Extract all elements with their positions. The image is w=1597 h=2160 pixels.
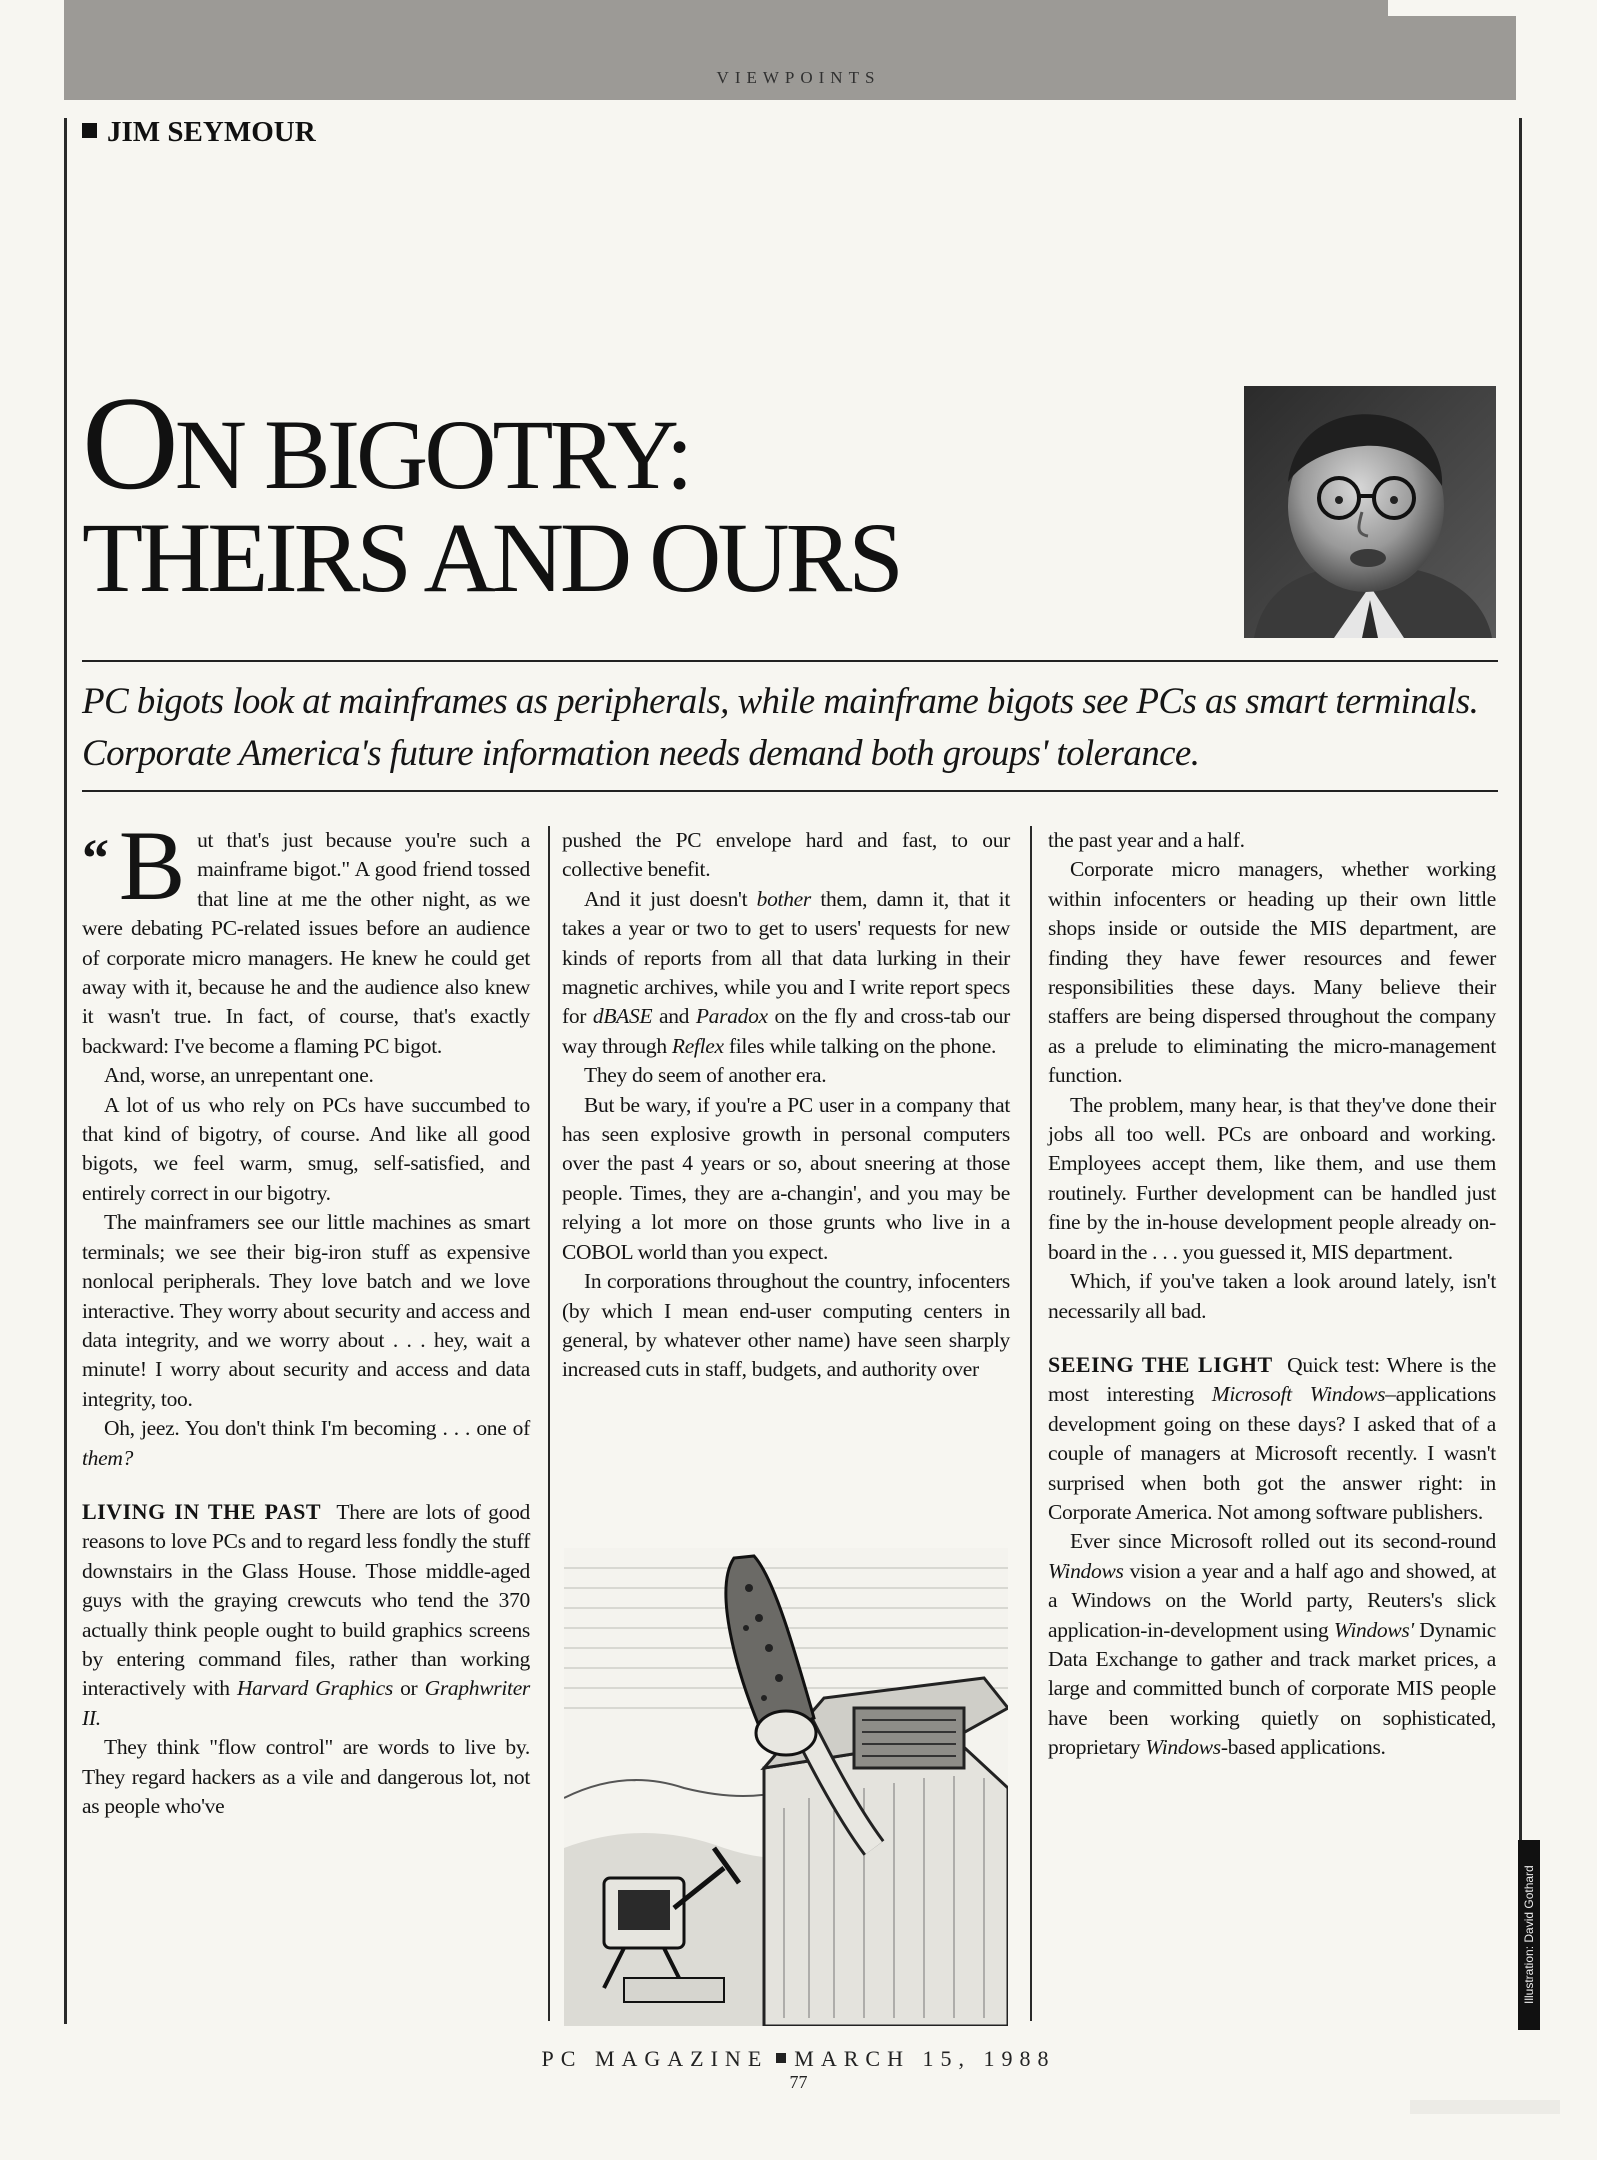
- drop-quote-mark: “: [82, 828, 109, 888]
- paragraph-text: There are lots of good reasons to love PCs and to regard less fondly the stuff downstairs in the Glass House. Those middle-aged guys with the graying crewcuts who tend the 370 actually think people ought to build graphics screens by entering command files, rather than working interactively with: [82, 1499, 530, 1701]
- paragraph: [82, 1497, 530, 1733]
- article-column-2: [562, 826, 1010, 1385]
- column-divider-1: [548, 826, 550, 2021]
- magazine-name: PC MAGAZINE: [541, 2046, 769, 2071]
- deck-bottom-rule: [82, 790, 1498, 792]
- drop-cap: B: [118, 810, 186, 921]
- subhead: SEEING THE LIGHT: [1048, 1351, 1273, 1377]
- illustration-credit: Illustration: David Gothard: [1518, 1840, 1540, 2030]
- italic-text: Windows: [1145, 1735, 1221, 1760]
- italic-text: them?: [82, 1445, 134, 1470]
- paragraph-text: –applications development going on these days? I asked that of a couple of managers at Microsoft recently. I wasn't surprised when both got the answer right: in Corporate America. Not among software publishers.: [1048, 1382, 1496, 1524]
- page-number: 77: [789, 2072, 808, 2092]
- article-deck: PC bigots look at mainframes as peripherals, while mainframe bigots see PCs as smart terminals. Corporate America's future information needs demand both groups' tolerance.: [82, 681, 1479, 774]
- paragraph: The problem, many hear, is that they've done their jobs all too well. PCs are onboard and working. Employees accept them, like them, and use them routinely. Further development can be handled just fine by the in-house development people already on-board in the . . . you guessed it, MIS department.: [1048, 1092, 1496, 1264]
- issue-date: MARCH 15, 1988: [794, 2046, 1056, 2071]
- paragraph-text: and: [658, 1004, 690, 1029]
- paragraph: The mainframers see our little machines as smart terminals; we see their big-iron stuff as expensive nonlocal peripherals. They love batch and we love interactive. They worry about security and access and data integrity, and we worry about . . . hey, wait a minute! I worry about security and access and data integrity, too.: [82, 1210, 530, 1411]
- bullet-square-icon: [82, 123, 97, 138]
- italic-text: Reflex: [671, 1033, 724, 1058]
- italic-text: Windows: [1048, 1558, 1124, 1583]
- header-band-notch: [1388, 0, 1516, 16]
- italic-text: Paradox: [695, 1004, 768, 1029]
- paragraph-text: -based applications.: [1220, 1735, 1386, 1760]
- italic-text: dBASE: [592, 1004, 653, 1029]
- paragraph: Corporate micro managers, whether working within infocenters or heading up their own little shops inside or outside the MIS department, are finding they have fewer resources and fewer responsibilities these days. Many believe their staffers are being dispersed throughout the company as a prelude to eliminating the micro-management function.: [1048, 857, 1496, 1088]
- article-title: [82, 369, 1232, 613]
- paragraph-text: files while talking on the phone.: [728, 1033, 997, 1058]
- title-line-2: THEIRS AND OURS: [82, 502, 900, 613]
- cartoon-illustration: [564, 1548, 1008, 2026]
- italic-text: bother: [756, 886, 811, 911]
- paragraph: [82, 1414, 530, 1473]
- column-divider-2: [1030, 826, 1032, 2021]
- paragraph-text: or: [400, 1676, 418, 1701]
- paragraph: A lot of us who rely on PCs have succumbed to that kind of bigotry, of course. And like all good bigots, we feel warm, smug, self-satisfied, and entirely correct in our bigotry.: [82, 1092, 530, 1205]
- italic-text: Harvard Graphics: [236, 1676, 393, 1701]
- subhead: LIVING IN THE PAST: [82, 1498, 322, 1524]
- paragraph: the past year and a half.: [1048, 828, 1245, 852]
- italic-text: Microsoft Windows: [1211, 1382, 1386, 1407]
- author-portrait: [1244, 386, 1496, 638]
- paragraph-text: Ever since Microsoft rolled out its second-round: [1070, 1529, 1496, 1554]
- author-byline: [82, 116, 316, 149]
- paragraph: But be wary, if you're a PC user in a company that has seen explosive growth in personal computers over the past 4 years or so, about sneering at those people. Times, they are a-changin', and you may be relying a lot more on those grunts who live in a COBOL world than you expect.: [562, 1092, 1010, 1264]
- paragraph: [1048, 1527, 1496, 1762]
- author-name: JIM SEYMOUR: [107, 116, 316, 148]
- paragraph-text: ut that's just because you're such a mainframe bigot." A good friend tossed that line at me the other night, as we were debating PC-related issues before an audience of corporate micro managers. He knew he could get away with it, because he and the audience also knew it wasn't true. In fact, of course, that's exactly backward: I've become a flaming PC bigot.: [82, 828, 530, 1058]
- article-column-1: [82, 810, 531, 1821]
- italic-text: Windows': [1333, 1617, 1414, 1642]
- paragraph-text: vision a year and a half ago and showed, at a Windows on the World party, Reuters's slick application-in-development using: [1048, 1558, 1496, 1642]
- footer-square-icon: [776, 2053, 786, 2063]
- paragraph-text: Oh, jeez. You don't think I'm becoming . . . one of: [104, 1416, 530, 1441]
- italic-text: Graphwriter II.: [82, 1676, 531, 1730]
- paragraph: pushed the PC envelope hard and fast, to our collective benefit.: [562, 828, 1010, 882]
- paragraph: [1048, 1350, 1496, 1527]
- paragraph: They do seem of another era.: [584, 1063, 827, 1088]
- paragraph-text: Dynamic Data Exchange to gather and track market prices, a large and committed bunch of corporate MIS people have been working quietly on sophisticated, proprietary: [1048, 1617, 1497, 1760]
- title-line-1-rest: N BIGOTRY:: [174, 399, 690, 510]
- paragraph: And, worse, an unrepentant one.: [104, 1063, 374, 1088]
- paragraph: [562, 885, 1010, 1061]
- title-initial: O: [82, 369, 175, 517]
- paragraph: Which, if you've taken a look around lately, isn't necessarily all bad.: [1048, 1269, 1496, 1323]
- title-line-1: [82, 369, 1232, 517]
- deck-top-rule: [82, 660, 1498, 662]
- section-label: VIEWPOINTS: [716, 68, 881, 87]
- paragraph-text: Quick test: Where is the most interesting: [1048, 1352, 1496, 1407]
- paragraph: [82, 810, 530, 1061]
- paragraph-text: And it just doesn't: [584, 886, 748, 911]
- paragraph: In corporations throughout the country, infocenters (by which I mean end-user computing centers in general, by whatever other name) have seen sharply increased cuts in staff, budgets, and authority over: [562, 1269, 1010, 1382]
- page-footer: [0, 2046, 1597, 2072]
- paragraph: They think "flow control" are words to live by. They regard hackers as a vile and dangerous lot, not as people who've: [82, 1735, 530, 1818]
- paragraph-text: them, damn it, that it takes a year or two to get to users' requests for new kinds of reports from all that data lurking in their magnetic archives, while you and I write report specs for: [562, 886, 1010, 1029]
- paragraph-text: on the fly and cross-tab our way through: [562, 1004, 1011, 1058]
- article-column-3: [1048, 826, 1496, 1763]
- scan-mark: [1410, 2100, 1560, 2114]
